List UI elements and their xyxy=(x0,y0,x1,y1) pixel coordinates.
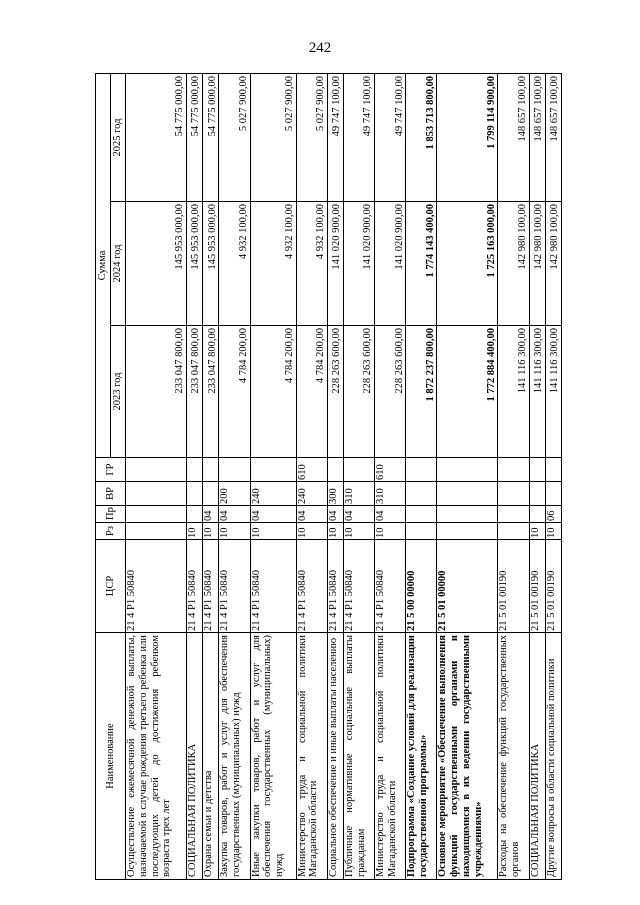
cell-pr xyxy=(529,506,545,523)
cell-vr xyxy=(126,482,187,506)
cell-gr xyxy=(187,458,203,482)
cell-y2023: 4 784 200,00 xyxy=(296,326,327,458)
cell-pr: 04 xyxy=(296,506,327,523)
cell-vr: 310 xyxy=(375,482,406,506)
cell-name: Министерство труда и социальной политики Магаданской области xyxy=(375,633,406,880)
table-row xyxy=(529,74,545,880)
cell-y2024: 1 725 163 000,00 xyxy=(437,202,498,326)
cell-y2024: 142 980 100,00 xyxy=(498,202,529,326)
cell-csr: 21 5 01 00000 xyxy=(437,540,498,633)
cell-pr: 04 xyxy=(327,506,343,523)
cell-y2023: 4 784 200,00 xyxy=(250,326,296,458)
cell-vr: 300 xyxy=(327,482,343,506)
header-name: Наименование xyxy=(96,633,126,880)
table-row xyxy=(219,74,250,880)
header-gr: ГР xyxy=(96,458,126,482)
cell-vr xyxy=(437,482,498,506)
cell-csr: 21 4 P1 50840 xyxy=(343,540,374,633)
cell-y2023: 4 784 200,00 xyxy=(219,326,250,458)
cell-y2023: 233 047 800,00 xyxy=(187,326,203,458)
cell-y2024: 4 932 100,00 xyxy=(219,202,250,326)
header-rz: Рз xyxy=(96,523,126,540)
cell-name: Публичные нормативные социальные выплаты гражданам xyxy=(343,633,374,880)
cell-csr: 21 5 01 00190 xyxy=(545,540,561,633)
cell-gr xyxy=(545,458,561,482)
cell-y2023: 1 872 237 800,00 xyxy=(406,326,437,458)
cell-pr: 04 xyxy=(219,506,250,523)
cell-y2023: 141 116 300,00 xyxy=(498,326,529,458)
cell-gr xyxy=(343,458,374,482)
cell-name: Основное мероприятие «Обеспечение выполнения функций государственными органами и находящимися в их ведении государственными учреждениями» xyxy=(437,633,498,880)
table-row xyxy=(126,74,187,880)
cell-pr xyxy=(126,506,187,523)
cell-rz xyxy=(437,523,498,540)
cell-y2023: 141 116 300,00 xyxy=(545,326,561,458)
cell-rz: 10 xyxy=(327,523,343,540)
cell-pr: 04 xyxy=(343,506,374,523)
cell-y2024: 4 932 100,00 xyxy=(296,202,327,326)
cell-vr: 240 xyxy=(250,482,296,506)
cell-rz xyxy=(126,523,187,540)
cell-csr: 21 5 01 00190 xyxy=(529,540,545,633)
cell-gr xyxy=(529,458,545,482)
cell-rz xyxy=(406,523,437,540)
cell-rz: 10 xyxy=(250,523,296,540)
cell-name: Подпрограмма «Создание условий для реализации государственной программы» xyxy=(406,633,437,880)
cell-name: Иные закупки товаров, работ и услуг для обеспечения государственных (муниципальных) нужд xyxy=(250,633,296,880)
cell-vr xyxy=(203,482,219,506)
cell-pr xyxy=(187,506,203,523)
cell-csr: 21 4 P1 50840 xyxy=(219,540,250,633)
table-body xyxy=(126,74,562,880)
cell-pr xyxy=(406,506,437,523)
cell-rz: 10 xyxy=(296,523,327,540)
cell-rz: 10 xyxy=(219,523,250,540)
cell-name: Министерство труда и социальной политики Магаданской области xyxy=(296,633,327,880)
cell-y2024: 142 980 100,00 xyxy=(529,202,545,326)
cell-gr xyxy=(406,458,437,482)
cell-y2023: 141 116 300,00 xyxy=(529,326,545,458)
header-2024: 2024 год xyxy=(111,202,126,326)
budget-table xyxy=(95,73,562,880)
table-row xyxy=(296,74,327,880)
header-pr: Пр xyxy=(96,506,126,523)
cell-y2024: 145 953 000,00 xyxy=(203,202,219,326)
cell-vr: 310 xyxy=(343,482,374,506)
cell-csr: 21 4 P1 50840 xyxy=(296,540,327,633)
cell-y2025: 148 657 100,00 xyxy=(545,74,561,202)
cell-pr: 04 xyxy=(203,506,219,523)
cell-y2024: 142 980 100,00 xyxy=(545,202,561,326)
cell-name: Расходы на обеспечение функций государственных органов xyxy=(498,633,529,880)
cell-y2025: 49 747 100,00 xyxy=(343,74,374,202)
cell-name: Осуществление ежемесячной денежной выплаты, назначаемой в случае рождения третьего ребенка или последующих детей до достижения ребенком возраста трех лет xyxy=(126,633,187,880)
cell-pr xyxy=(498,506,529,523)
cell-gr xyxy=(327,458,343,482)
table-row xyxy=(406,74,437,880)
table-row xyxy=(327,74,343,880)
cell-y2025: 54 775 000,00 xyxy=(187,74,203,202)
cell-gr: 610 xyxy=(296,458,327,482)
cell-pr: 06 xyxy=(545,506,561,523)
cell-rz: 10 xyxy=(529,523,545,540)
cell-name: Закупка товаров, работ и услуг для обеспечения государственных (муниципальных) нужд xyxy=(219,633,250,880)
cell-csr: 21 5 01 00190 xyxy=(498,540,529,633)
cell-rz xyxy=(498,523,529,540)
cell-name: Другие вопросы в области социальной политики xyxy=(545,633,561,880)
cell-gr xyxy=(203,458,219,482)
cell-gr xyxy=(498,458,529,482)
cell-y2025: 54 775 000,00 xyxy=(126,74,187,202)
cell-y2024: 145 953 000,00 xyxy=(126,202,187,326)
cell-rz: 10 xyxy=(203,523,219,540)
cell-csr: 21 5 00 00000 xyxy=(406,540,437,633)
cell-csr: 21 4 P1 50840 xyxy=(203,540,219,633)
cell-y2025: 5 027 900,00 xyxy=(250,74,296,202)
cell-vr: 240 xyxy=(296,482,327,506)
cell-vr xyxy=(406,482,437,506)
table-row xyxy=(250,74,296,880)
cell-rz: 10 xyxy=(343,523,374,540)
cell-y2025: 1 799 114 900,00 xyxy=(437,74,498,202)
cell-gr xyxy=(250,458,296,482)
cell-y2025: 49 747 100,00 xyxy=(327,74,343,202)
table-row xyxy=(375,74,406,880)
cell-y2023: 228 263 600,00 xyxy=(375,326,406,458)
cell-csr: 21 4 P1 50840 xyxy=(375,540,406,633)
cell-pr xyxy=(437,506,498,523)
cell-gr: 610 xyxy=(375,458,406,482)
cell-y2023: 228 263 600,00 xyxy=(343,326,374,458)
cell-csr: 21 4 P1 50840 xyxy=(126,540,187,633)
budget-table-container xyxy=(95,74,562,880)
cell-gr xyxy=(219,458,250,482)
header-csr: ЦСР xyxy=(96,540,126,633)
cell-y2024: 141 020 900,00 xyxy=(343,202,374,326)
cell-rz: 10 xyxy=(375,523,406,540)
table-row xyxy=(498,74,529,880)
cell-vr xyxy=(529,482,545,506)
cell-csr: 21 4 P1 50840 xyxy=(187,540,203,633)
page-number: 242 xyxy=(308,40,332,56)
cell-y2024: 141 020 900,00 xyxy=(375,202,406,326)
cell-y2025: 54 775 000,00 xyxy=(203,74,219,202)
cell-csr: 21 4 P1 50840 xyxy=(327,540,343,633)
cell-y2025: 148 657 100,00 xyxy=(498,74,529,202)
header-2025: 2025 год xyxy=(111,74,126,202)
table-row xyxy=(437,74,498,880)
cell-y2025: 148 657 100,00 xyxy=(529,74,545,202)
cell-y2024: 145 953 000,00 xyxy=(187,202,203,326)
table-row xyxy=(203,74,219,880)
cell-y2025: 5 027 900,00 xyxy=(296,74,327,202)
cell-csr: 21 4 P1 50840 xyxy=(250,540,296,633)
cell-y2024: 1 774 143 400,00 xyxy=(406,202,437,326)
cell-vr xyxy=(545,482,561,506)
cell-vr xyxy=(187,482,203,506)
cell-name: Социальное обеспечение и иные выплаты населению xyxy=(327,633,343,880)
cell-name: СОЦИАЛЬНАЯ ПОЛИТИКА xyxy=(529,633,545,880)
table-row xyxy=(343,74,374,880)
table-row xyxy=(187,74,203,880)
cell-gr xyxy=(437,458,498,482)
cell-y2024: 4 932 100,00 xyxy=(250,202,296,326)
cell-name: СОЦИАЛЬНАЯ ПОЛИТИКА xyxy=(187,633,203,880)
header-vr: ВР xyxy=(96,482,126,506)
cell-pr: 04 xyxy=(375,506,406,523)
table-row xyxy=(545,74,561,880)
header-sum: Сумма xyxy=(96,74,111,458)
cell-y2023: 228 263 600,00 xyxy=(327,326,343,458)
cell-vr xyxy=(498,482,529,506)
cell-y2025: 49 747 100,00 xyxy=(375,74,406,202)
cell-y2024: 141 020 900,00 xyxy=(327,202,343,326)
cell-y2023: 233 047 800,00 xyxy=(203,326,219,458)
cell-rz: 10 xyxy=(187,523,203,540)
cell-rz: 10 xyxy=(545,523,561,540)
cell-y2025: 5 027 900,00 xyxy=(219,74,250,202)
cell-name: Охрана семьи и детства xyxy=(203,633,219,880)
header-2023: 2023 год xyxy=(111,326,126,458)
cell-y2023: 1 772 884 400,00 xyxy=(437,326,498,458)
cell-vr: 200 xyxy=(219,482,250,506)
cell-y2023: 233 047 800,00 xyxy=(126,326,187,458)
cell-y2025: 1 853 713 800,00 xyxy=(406,74,437,202)
cell-gr xyxy=(126,458,187,482)
cell-pr: 04 xyxy=(250,506,296,523)
